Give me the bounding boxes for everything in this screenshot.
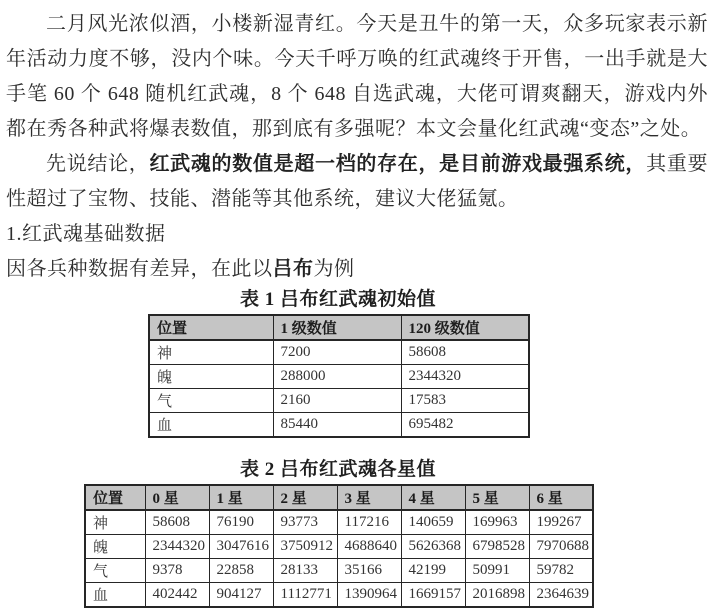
table2-container <box>84 458 592 608</box>
table-cell: 117216 <box>337 510 401 535</box>
table-cell: 58608 <box>401 340 529 365</box>
column-header: 120 级数值 <box>401 315 529 340</box>
table-cell: 2364639 <box>529 583 593 608</box>
table-cell: 28133 <box>273 559 337 583</box>
table-cell: 695482 <box>401 413 529 438</box>
table-row <box>149 365 529 389</box>
row-label: 魄 <box>85 535 145 559</box>
table-cell: 199267 <box>529 510 593 535</box>
table-cell: 59782 <box>529 559 593 583</box>
row-label: 神 <box>149 340 273 365</box>
conclusion-text-post: 其重要性超过了宝物、技能、潜能等其他系统，建议大佬猛氪。 <box>6 153 709 210</box>
table-row <box>85 583 593 608</box>
column-header: 位置 <box>149 315 273 340</box>
example-text-pre: 因各兵种数据有差异，在此以 <box>6 258 273 280</box>
row-label: 气 <box>149 389 273 413</box>
column-header: 3 星 <box>337 485 401 510</box>
table-row <box>149 389 529 413</box>
row-label: 气 <box>85 559 145 583</box>
column-header: 位置 <box>85 485 145 510</box>
table-cell: 4688640 <box>337 535 401 559</box>
table-cell: 169963 <box>465 510 529 535</box>
table-cell: 140659 <box>401 510 465 535</box>
row-label: 血 <box>85 583 145 608</box>
table-cell: 76190 <box>209 510 273 535</box>
section-heading: 1.红武魂基础数据 <box>6 223 166 245</box>
example-text-post: 为例 <box>313 258 355 280</box>
table-cell: 2344320 <box>401 365 529 389</box>
table-row <box>85 535 593 559</box>
table-cell: 5626368 <box>401 535 465 559</box>
table-row <box>149 340 529 365</box>
table-cell: 85440 <box>273 413 401 438</box>
table1-title: 表 1 吕布红武魂初始值 <box>239 289 436 310</box>
table-cell: 3750912 <box>273 535 337 559</box>
table-cell: 3047616 <box>209 535 273 559</box>
paragraph-intro: 二月风光浓似酒，小楼新湿青红。今天是丑牛的第一天，众多玩家表示新年活动力度不够，没内个味。今天千呼万唤的红武魂终于开售，一出手就是大手笔 60 个 648 随机红武魂，8 个 648 自选武魂，大佬可谓爽翻天，游戏内外都在秀各种武将爆表数值，那到底有多强呢？本文会量化红武魂“变态”之处。 <box>6 13 708 140</box>
table2-star-values <box>84 484 594 608</box>
table-cell: 42199 <box>401 559 465 583</box>
table-cell: 1669157 <box>401 583 465 608</box>
table-cell: 288000 <box>273 365 401 389</box>
example-text-bold: 吕布 <box>272 258 314 280</box>
header-row <box>85 485 593 510</box>
table-cell: 50991 <box>465 559 529 583</box>
row-label: 神 <box>85 510 145 535</box>
table-row <box>149 413 529 438</box>
column-header: 4 星 <box>401 485 465 510</box>
column-header: 1 级数值 <box>273 315 401 340</box>
conclusion-text-bold: 红武魂的数值是超一档的存在，是目前游戏最强系统， <box>149 153 647 175</box>
table-cell: 22858 <box>209 559 273 583</box>
table-cell: 1112771 <box>273 583 337 608</box>
table-cell: 2016898 <box>465 583 529 608</box>
table-cell: 904127 <box>209 583 273 608</box>
paragraph-example <box>6 252 708 287</box>
table-row <box>85 510 593 535</box>
table-cell: 2160 <box>273 389 401 413</box>
table-cell: 58608 <box>145 510 209 535</box>
header-row <box>149 315 529 340</box>
column-header: 5 星 <box>465 485 529 510</box>
row-label: 血 <box>149 413 273 438</box>
table-cell: 402442 <box>145 583 209 608</box>
table-cell: 9378 <box>145 559 209 583</box>
row-label: 魄 <box>149 365 273 389</box>
table-cell: 7200 <box>273 340 401 365</box>
table2-title: 表 2 吕布红武魂各星值 <box>239 459 436 480</box>
table-row <box>85 559 593 583</box>
table-cell: 35166 <box>337 559 401 583</box>
conclusion-text-pre: 先说结论， <box>46 153 150 175</box>
table-cell: 93773 <box>273 510 337 535</box>
column-header: 1 星 <box>209 485 273 510</box>
column-header: 0 星 <box>145 485 209 510</box>
table-cell: 17583 <box>401 389 529 413</box>
column-header: 2 星 <box>273 485 337 510</box>
column-header: 6 星 <box>529 485 593 510</box>
table1-initial-values <box>148 314 530 438</box>
table-cell: 2344320 <box>145 535 209 559</box>
table1-container <box>148 288 528 438</box>
table-cell: 7970688 <box>529 535 593 559</box>
table-cell: 6798528 <box>465 535 529 559</box>
paragraph-conclusion <box>6 147 708 217</box>
table-cell: 1390964 <box>337 583 401 608</box>
